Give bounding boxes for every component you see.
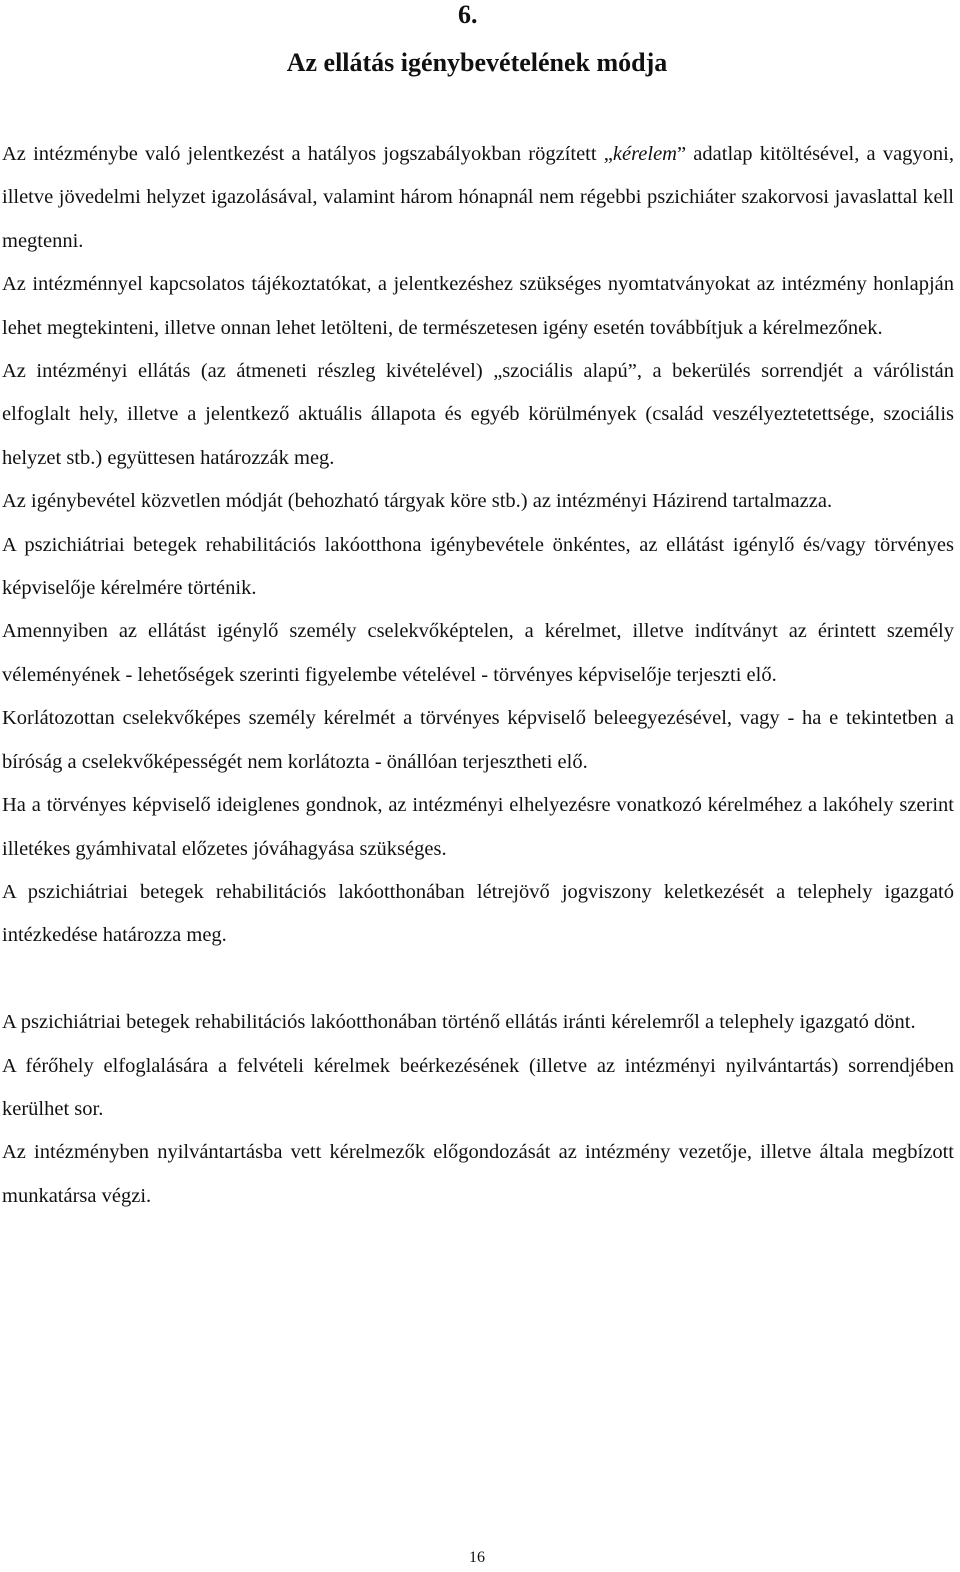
intro-paragraph — [2, 133, 954, 263]
paragraph-ferohely: A férőhely elfoglalására a felvételi kérelmek beérkezésének (illetve az intézményi nyilvántartás) sorrendjében kerülhet sor. — [2, 1054, 954, 1120]
paragraph-korlatozottan: Korlátozottan cselekvőképes személy kérelmét a törvényes képviselő beleegyezésével, vagy - ha e tekintetben a bíróság a cselekvőképességét nem korlátozta - önállóan terjesztheti elő. — [2, 707, 954, 773]
paragraph-cselekvokeptelen: Amennyiben az ellátást igénylő személy cselekvőképtelen, a kérelmet, illetve indítványt az érintett személy véleményének - lehetőségek szerinti figyelembe vételével - törvényes képviselője terjeszti elő. — [2, 620, 954, 686]
section-number: 6. — [458, 0, 478, 29]
document-body — [2, 133, 954, 1218]
paragraph-igenybevetel-modja: Az igénybevétel közvetlen módját (behozható tárgyak köre stb.) az intézményi Házirend tartalmazza. — [2, 490, 833, 513]
paragraph-gondnok: Ha a törvényes képviselő ideiglenes gondnok, az intézményi elhelyezésre vonatkozó kérelméhez a lakóhely szerint illetékes gyámhivatal előzetes jóváhagyása szükséges. — [2, 794, 954, 860]
paragraph-onkentes: A pszichiátriai betegek rehabilitációs lakóotthona igénybevétele önkéntes, az ellátást igénylő és/vagy törvényes képviselője kérelmére történik. — [2, 533, 954, 600]
intro-text-end: ” adatlap kitöltésével, a vagyoni, illetve jövedelmi helyzet igazolásával, valamint három hónapnál nem régebbi pszichiáter szakorvosi javaslattal kell megtenni. — [2, 143, 954, 252]
page-number: 16 — [469, 1549, 485, 1566]
paragraph-jogviszony: A pszichiátriai betegek rehabilitációs lakóotthonában létrejövő jogviszony keletkezését a telephely igazgató intézkedése határozza meg. — [2, 880, 954, 947]
paragraph-kerelem-dontes: A pszichiátriai betegek rehabilitációs lakóotthonában történő ellátás iránti kérelemről a telephely igazgató dönt. — [2, 1011, 916, 1034]
intro-emphasis: kérelem — [612, 143, 677, 165]
paragraph-ellatas-sorrend: Az intézményi ellátás (az átmeneti részleg kivételével) „szociális alapú”, a bekerülés sorrendjét a várólistán elfoglalt hely, illetve a jelentkező aktuális állapota és egyéb körülmények (család veszélyeztetettsége, szociális helyzet stb.) együttesen határozzák meg. — [2, 360, 954, 469]
paragraph-honlap: Az intézménnyel kapcsolatos tájékoztatókat, a jelentkezéshez szükséges nyomtatványokat az intézmény honlapján lehet megtekinteni, illetve onnan lehet letölteni, de természetesen igény esetén továbbítjuk a kérelmezőnek. — [2, 273, 954, 339]
paragraph-elogondozas: Az intézményben nyilvántartásba vett kérelmezők előgondozását az intézmény vezetője, illetve általa megbízott munkatársa végzi. — [2, 1141, 954, 1207]
section-title: Az ellátás igénybevételének módja — [286, 48, 668, 77]
intro-text-start: Az intézménybe való jelentkezést a hatályos jogszabályokban rögzített „ — [2, 143, 613, 165]
